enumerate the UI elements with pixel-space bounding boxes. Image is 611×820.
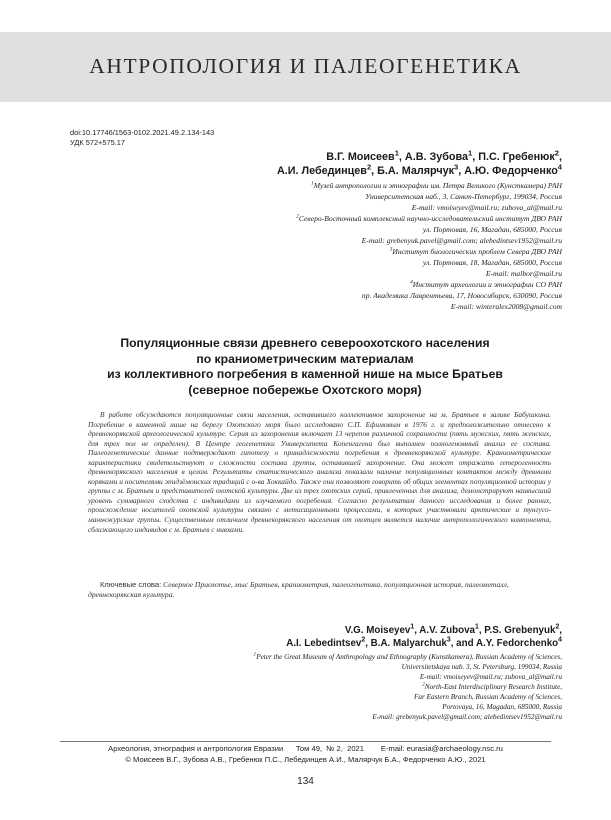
- authors-ru-line-1: [62, 150, 562, 164]
- keywords-text: Северное Приохотье, мыс Братьев, краниометрия, палеогенетика, популяционная история, палеометалл, древнекорякская культура.: [88, 580, 509, 599]
- author-ru: А.В. Зубова$^1$,: [404, 148, 479, 163]
- affiliation-line: E-mail: vmoiseyev@mail.ru; zubova_al@mail.ru: [411, 203, 562, 212]
- abstract: В работе обсуждаются популяционные связи населения, оставившего коллективное захоронение на м. Братьев в заливе Бабушкина. Погребение в каменной нише на берегу Охотского моря было исследовано С.П. Ефимовым в 1976 г. и предположительно отнесено к древнекорякской археологической культуре. Серия из захоронения включает 13 черепов различной сохранности (пять мужских, пять женских, для трех пол не определен). В Центре геогенетики Университета Копенгагена был выполнен полногеномный анализ ее состава. Палеогенетические данные подтверждают гипотезу о принадлежности погребения к древнекорякской культуре. Краниометрические характеристики свидетельствуют о сложности состава группы, оставившей захоронение. Она может отражать гетерогенность древнекорякского населения в целом. Результаты статистического анализа показали наличие популяционных контактов между древними коряками и носителями эпидзёмонских традиций с о-ва Хоккайдо. Также они позволяют говорить об общих элементах популяционной истории у группы с м. Братьев и представителей охотской культуры. Две из трех охотских серий, привлеченных для анализа, демонстрируют наивысший уровень суммарного сходства с индивидами из изучаемого погребения. Согласно результатам данного исследования и более ранних, происхождение носителей охотской культуры связано с метисационными процессами, в которых участвовали арктические и тунгусо-маньчжурские группы. Существенным отличием древнекорякского населения от охотцев является наличие антропологического компонента, сближающего индивидов с м. Братьев с нивхами.: [88, 410, 551, 534]
- footer-volume: Том 49,: [295, 744, 323, 753]
- affiliation-line: ул. Портовая, 18, Магадан, 685000, Россия: [422, 258, 562, 267]
- authors-ru-line-2: [62, 164, 562, 178]
- footer-divider: [60, 741, 551, 742]
- footer-journal-line: [60, 744, 551, 753]
- affiliation-line: $^4$Институт археологии и этнографии СО РАН: [410, 279, 562, 289]
- affiliation-line: $^2$North-East Interdisciplinary Research Institute,: [422, 682, 562, 691]
- affiliation-line: E-mail: grebenyuk.pavel@gmail.com; alebedintsev1952@mail.ru: [361, 236, 562, 245]
- article-title: [60, 336, 550, 398]
- keywords: [88, 580, 551, 600]
- affiliations-en: [82, 652, 562, 722]
- affiliation-line: E-mail: malbor@mail.ru: [485, 269, 562, 278]
- keywords-label: Ключевые слова:: [100, 580, 162, 589]
- affiliation-line: Portovaya, 16, Magadan, 685000, Russia: [442, 703, 562, 711]
- affiliations-ru: [82, 180, 562, 312]
- author-en: A.Y. Fedorchenko$^4$: [475, 636, 562, 649]
- journal-section-title: АНТРОПОЛОГИЯ И ПАЛЕОГЕНЕТИКА: [89, 54, 522, 78]
- author-ru: В.Г. Моисеев$^1$,: [326, 148, 405, 163]
- authors-ru: [62, 150, 562, 178]
- footer-year: 2021: [347, 744, 365, 753]
- affiliation-line: $^1$Музей антропологии и этнографии им. Петра Великого (Кунсткамера) РАН: [311, 180, 562, 190]
- affiliation-line: Far Eastern Branch, Russian Academy of Sciences,: [414, 693, 562, 701]
- footer-email: E-mail: eurasia@archaeology.nsc.ru: [380, 744, 503, 753]
- affiliation-line: пр. Академика Лаврентьева, 17, Новосибирск, 630090, Россия: [361, 291, 562, 300]
- title-line: по краниометрическим материалам: [196, 351, 414, 366]
- footer-journal: Археология, этнография и антропология Евразии: [108, 744, 284, 753]
- authors-en-line-1: [62, 624, 562, 637]
- author-en: P.S. Grebenyuk$^2$,: [484, 623, 562, 636]
- author-ru: А.Ю. Федорченко$^4$: [464, 162, 562, 177]
- title-line: (северное побережье Охотского моря): [188, 382, 422, 397]
- author-en: V.G. Moiseyev$^1$,: [344, 623, 420, 636]
- affiliation-line: E-mail: vmoiseyev@mail.ru; zubova_al@mail.ru: [419, 673, 562, 681]
- doi: doi:10.17746/1563-0102.2021.49.2.134-143: [70, 128, 215, 137]
- footer-issue: № 2,: [326, 744, 343, 753]
- page-number: 134: [297, 776, 314, 787]
- affiliation-line: $^1$Peter the Great Museum of Anthropology and Ethnography (Kunstkamera), Russian Academy of Sciences,: [253, 652, 562, 661]
- affiliation-line: ул. Портовая, 16, Магадан, 685000, Россия: [422, 225, 562, 234]
- authors-en-line-2: [62, 637, 562, 650]
- author-en: A.V. Zubova$^1$,: [419, 623, 485, 636]
- author-ru: Б.А. Малярчук$^3$,: [377, 162, 465, 177]
- authors-en: [62, 624, 562, 650]
- author-ru: П.С. Гребенюк$^2$,: [478, 148, 562, 163]
- affiliation-line: Universitetskaya nab. 3, St. Petersburg, 199034, Russia: [401, 663, 562, 671]
- author-ru: А.И. Лебединцев$^2$,: [276, 162, 378, 177]
- author-en: A.I. Lebedintsev$^2$,: [286, 636, 371, 649]
- title-line: из коллективного погребения в каменной нише на мысе Братьев: [107, 367, 503, 381]
- affiliation-line: $^2$Северо-Восточный комплексный научно-исследовательский институт ДВО РАН: [296, 213, 562, 223]
- affiliation-line: Университетская наб., 3, Санкт-Петербург, 199034, Россия: [365, 192, 562, 201]
- affiliation-line: $^3$Институт биологических проблем Севера ДВО РАН: [389, 246, 562, 256]
- affiliation-line: E-mail: winteralex2008@gmail.com: [450, 302, 562, 311]
- author-en: B.A. Malyarchuk$^3$, and: [370, 636, 476, 649]
- title-line: Популяционные связи древнего североохотского населения: [120, 336, 490, 350]
- affiliation-line: E-mail: grebenyuk.pavel@gmail.com; alebedintsev1952@mail.ru: [372, 713, 562, 721]
- footer-copyright: © Моисеев В.Г., Зубова А.В., Гребенюк П.С., Лебединцев А.И., Малярчук Б.А., Федорченко А.Ю., 2021: [125, 755, 486, 764]
- udk: УДК 572+575.17: [70, 138, 125, 147]
